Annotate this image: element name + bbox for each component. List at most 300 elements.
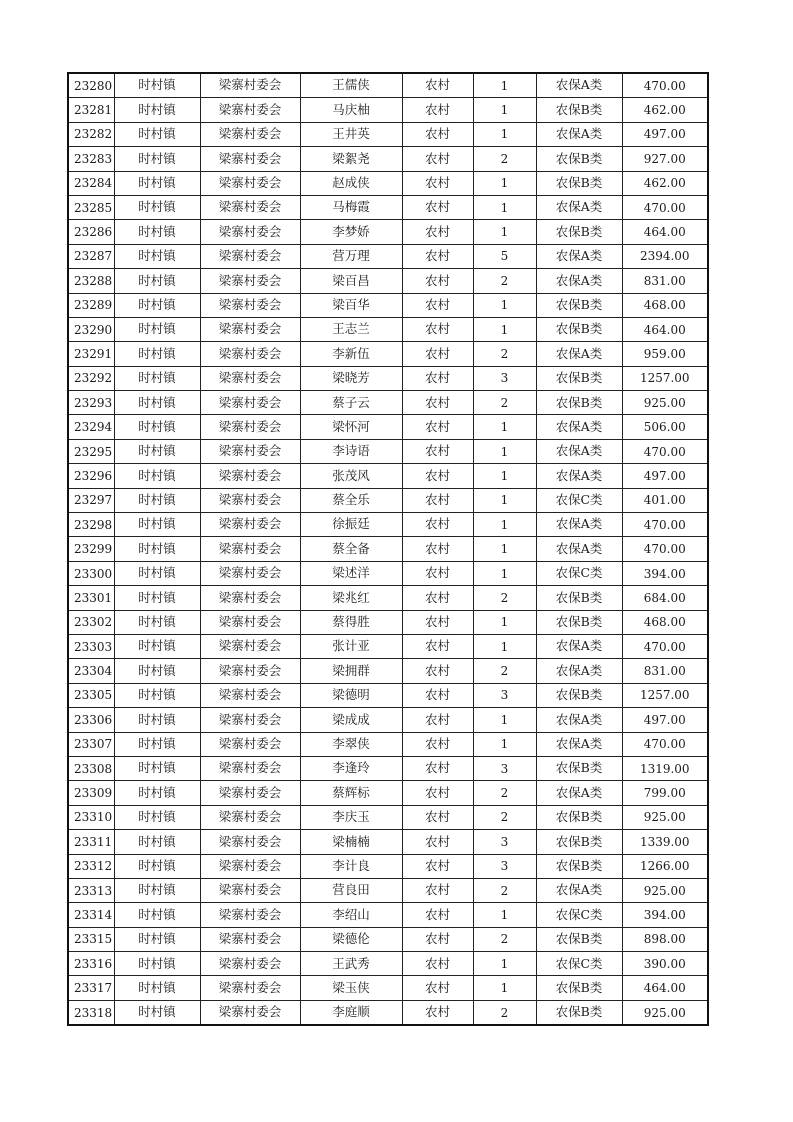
cell-id: 23280 [68, 73, 114, 98]
cell-name: 王武秀 [300, 952, 402, 976]
cell-amount: 394.00 [622, 903, 708, 927]
table-row [68, 513, 708, 537]
cell-insurance-class: 农保A类 [536, 878, 622, 902]
cell-id: 23311 [68, 830, 114, 854]
cell-members: 1 [473, 439, 536, 463]
table-row [68, 805, 708, 829]
cell-household-type: 农村 [402, 73, 473, 98]
cell-household-type: 农村 [402, 464, 473, 488]
cell-amount: 468.00 [622, 610, 708, 634]
cell-members: 3 [473, 756, 536, 780]
cell-household-type: 农村 [402, 927, 473, 951]
cell-insurance-class: 农保C类 [536, 903, 622, 927]
cell-id: 23308 [68, 756, 114, 780]
cell-amount: 468.00 [622, 293, 708, 317]
cell-insurance-class: 农保A类 [536, 73, 622, 98]
cell-members: 2 [473, 659, 536, 683]
cell-name: 王志兰 [300, 317, 402, 341]
cell-household-type: 农村 [402, 439, 473, 463]
cell-members: 2 [473, 586, 536, 610]
cell-insurance-class: 农保B类 [536, 683, 622, 707]
table-row [68, 317, 708, 341]
cell-village-committee: 梁寨村委会 [200, 488, 300, 512]
cell-household-type: 农村 [402, 488, 473, 512]
cell-town: 时村镇 [114, 976, 200, 1000]
cell-name: 蔡得胜 [300, 610, 402, 634]
cell-id: 23307 [68, 732, 114, 756]
cell-town: 时村镇 [114, 1000, 200, 1025]
cell-household-type: 农村 [402, 122, 473, 146]
cell-name: 蔡全乐 [300, 488, 402, 512]
cell-name: 梁德伦 [300, 927, 402, 951]
cell-insurance-class: 农保C类 [536, 952, 622, 976]
cell-id: 23313 [68, 878, 114, 902]
table-row [68, 488, 708, 512]
cell-insurance-class: 农保A类 [536, 634, 622, 658]
cell-household-type: 农村 [402, 732, 473, 756]
cell-household-type: 农村 [402, 293, 473, 317]
cell-members: 1 [473, 220, 536, 244]
cell-members: 1 [473, 903, 536, 927]
cell-name: 梁百华 [300, 293, 402, 317]
table-row [68, 366, 708, 390]
cell-village-committee: 梁寨村委会 [200, 269, 300, 293]
cell-id: 23298 [68, 513, 114, 537]
cell-members: 3 [473, 683, 536, 707]
cell-members: 2 [473, 147, 536, 171]
table-row [68, 171, 708, 195]
cell-members: 3 [473, 366, 536, 390]
table-row [68, 195, 708, 219]
cell-id: 23282 [68, 122, 114, 146]
cell-village-committee: 梁寨村委会 [200, 756, 300, 780]
table-row [68, 391, 708, 415]
cell-members: 1 [473, 195, 536, 219]
cell-name: 马梅霞 [300, 195, 402, 219]
cell-town: 时村镇 [114, 708, 200, 732]
cell-amount: 470.00 [622, 537, 708, 561]
cell-town: 时村镇 [114, 659, 200, 683]
cell-town: 时村镇 [114, 854, 200, 878]
cell-town: 时村镇 [114, 73, 200, 98]
cell-town: 时村镇 [114, 391, 200, 415]
cell-id: 23291 [68, 342, 114, 366]
cell-id: 23296 [68, 464, 114, 488]
cell-id: 23309 [68, 781, 114, 805]
cell-insurance-class: 农保B类 [536, 98, 622, 122]
cell-village-committee: 梁寨村委会 [200, 659, 300, 683]
cell-amount: 1266.00 [622, 854, 708, 878]
cell-household-type: 农村 [402, 391, 473, 415]
cell-id: 23310 [68, 805, 114, 829]
cell-name: 马庆柚 [300, 98, 402, 122]
cell-amount: 684.00 [622, 586, 708, 610]
cell-insurance-class: 农保A类 [536, 195, 622, 219]
table-row [68, 854, 708, 878]
table-row [68, 439, 708, 463]
cell-insurance-class: 农保A类 [536, 708, 622, 732]
cell-name: 营万理 [300, 244, 402, 268]
cell-amount: 959.00 [622, 342, 708, 366]
cell-town: 时村镇 [114, 147, 200, 171]
table-row [68, 147, 708, 171]
cell-village-committee: 梁寨村委会 [200, 98, 300, 122]
cell-insurance-class: 农保B类 [536, 293, 622, 317]
cell-household-type: 农村 [402, 147, 473, 171]
cell-amount: 1339.00 [622, 830, 708, 854]
cell-name: 王儒侠 [300, 73, 402, 98]
cell-id: 23301 [68, 586, 114, 610]
cell-id: 23281 [68, 98, 114, 122]
cell-household-type: 农村 [402, 805, 473, 829]
cell-amount: 1257.00 [622, 366, 708, 390]
cell-members: 1 [473, 513, 536, 537]
table-row [68, 415, 708, 439]
cell-household-type: 农村 [402, 952, 473, 976]
cell-village-committee: 梁寨村委会 [200, 195, 300, 219]
cell-town: 时村镇 [114, 122, 200, 146]
cell-town: 时村镇 [114, 830, 200, 854]
table-row [68, 781, 708, 805]
table-row [68, 634, 708, 658]
cell-name: 李翠侠 [300, 732, 402, 756]
table-row [68, 708, 708, 732]
cell-household-type: 农村 [402, 366, 473, 390]
cell-town: 时村镇 [114, 781, 200, 805]
table-row [68, 927, 708, 951]
cell-village-committee: 梁寨村委会 [200, 391, 300, 415]
cell-amount: 470.00 [622, 73, 708, 98]
cell-town: 时村镇 [114, 269, 200, 293]
cell-id: 23306 [68, 708, 114, 732]
cell-village-committee: 梁寨村委会 [200, 927, 300, 951]
cell-village-committee: 梁寨村委会 [200, 147, 300, 171]
cell-id: 23299 [68, 537, 114, 561]
cell-amount: 925.00 [622, 391, 708, 415]
cell-village-committee: 梁寨村委会 [200, 683, 300, 707]
table-row [68, 586, 708, 610]
cell-town: 时村镇 [114, 927, 200, 951]
cell-household-type: 农村 [402, 98, 473, 122]
cell-name: 李绍山 [300, 903, 402, 927]
cell-id: 23285 [68, 195, 114, 219]
table-row [68, 73, 708, 98]
cell-village-committee: 梁寨村委会 [200, 293, 300, 317]
cell-name: 梁拥群 [300, 659, 402, 683]
cell-name: 李梦娇 [300, 220, 402, 244]
table-row [68, 952, 708, 976]
cell-id: 23286 [68, 220, 114, 244]
cell-name: 梁楠楠 [300, 830, 402, 854]
cell-members: 3 [473, 830, 536, 854]
cell-town: 时村镇 [114, 903, 200, 927]
cell-village-committee: 梁寨村委会 [200, 878, 300, 902]
cell-amount: 390.00 [622, 952, 708, 976]
cell-town: 时村镇 [114, 220, 200, 244]
cell-insurance-class: 农保A类 [536, 415, 622, 439]
cell-village-committee: 梁寨村委会 [200, 634, 300, 658]
cell-members: 1 [473, 561, 536, 585]
cell-name: 李逢玲 [300, 756, 402, 780]
cell-household-type: 农村 [402, 220, 473, 244]
cell-household-type: 农村 [402, 317, 473, 341]
cell-village-committee: 梁寨村委会 [200, 610, 300, 634]
cell-town: 时村镇 [114, 610, 200, 634]
cell-village-committee: 梁寨村委会 [200, 952, 300, 976]
cell-village-committee: 梁寨村委会 [200, 220, 300, 244]
cell-insurance-class: 农保B类 [536, 610, 622, 634]
cell-household-type: 农村 [402, 269, 473, 293]
table-row [68, 293, 708, 317]
cell-id: 23318 [68, 1000, 114, 1025]
cell-insurance-class: 农保B类 [536, 756, 622, 780]
table-row [68, 561, 708, 585]
cell-village-committee: 梁寨村委会 [200, 244, 300, 268]
cell-town: 时村镇 [114, 586, 200, 610]
cell-members: 1 [473, 708, 536, 732]
cell-household-type: 农村 [402, 586, 473, 610]
cell-members: 2 [473, 878, 536, 902]
cell-members: 1 [473, 488, 536, 512]
cell-village-committee: 梁寨村委会 [200, 781, 300, 805]
cell-insurance-class: 农保B类 [536, 830, 622, 854]
cell-insurance-class: 农保B类 [536, 805, 622, 829]
cell-name: 蔡全备 [300, 537, 402, 561]
cell-members: 1 [473, 976, 536, 1000]
cell-household-type: 农村 [402, 976, 473, 1000]
cell-town: 时村镇 [114, 342, 200, 366]
cell-id: 23300 [68, 561, 114, 585]
cell-id: 23283 [68, 147, 114, 171]
cell-id: 23314 [68, 903, 114, 927]
cell-insurance-class: 农保B类 [536, 366, 622, 390]
cell-town: 时村镇 [114, 171, 200, 195]
cell-household-type: 农村 [402, 537, 473, 561]
table-row [68, 610, 708, 634]
cell-town: 时村镇 [114, 561, 200, 585]
cell-insurance-class: 农保B类 [536, 317, 622, 341]
cell-id: 23297 [68, 488, 114, 512]
cell-household-type: 农村 [402, 903, 473, 927]
cell-id: 23317 [68, 976, 114, 1000]
cell-household-type: 农村 [402, 830, 473, 854]
cell-name: 张茂风 [300, 464, 402, 488]
cell-insurance-class: 农保C类 [536, 488, 622, 512]
cell-insurance-class: 农保A类 [536, 513, 622, 537]
table-row [68, 756, 708, 780]
cell-name: 梁百昌 [300, 269, 402, 293]
table-row [68, 464, 708, 488]
cell-village-committee: 梁寨村委会 [200, 586, 300, 610]
cell-town: 时村镇 [114, 878, 200, 902]
cell-village-committee: 梁寨村委会 [200, 732, 300, 756]
cell-members: 2 [473, 805, 536, 829]
cell-amount: 2394.00 [622, 244, 708, 268]
cell-amount: 462.00 [622, 98, 708, 122]
cell-village-committee: 梁寨村委会 [200, 903, 300, 927]
cell-id: 23305 [68, 683, 114, 707]
cell-household-type: 农村 [402, 171, 473, 195]
cell-household-type: 农村 [402, 244, 473, 268]
cell-members: 5 [473, 244, 536, 268]
cell-insurance-class: 农保B类 [536, 147, 622, 171]
table-row [68, 732, 708, 756]
cell-insurance-class: 农保A类 [536, 269, 622, 293]
cell-insurance-class: 农保A类 [536, 732, 622, 756]
cell-insurance-class: 农保B类 [536, 171, 622, 195]
cell-name: 徐振廷 [300, 513, 402, 537]
cell-name: 李庆玉 [300, 805, 402, 829]
cell-amount: 470.00 [622, 634, 708, 658]
cell-amount: 927.00 [622, 147, 708, 171]
cell-household-type: 农村 [402, 342, 473, 366]
cell-village-committee: 梁寨村委会 [200, 317, 300, 341]
cell-id: 23292 [68, 366, 114, 390]
cell-village-committee: 梁寨村委会 [200, 171, 300, 195]
cell-amount: 470.00 [622, 439, 708, 463]
cell-town: 时村镇 [114, 513, 200, 537]
cell-household-type: 农村 [402, 610, 473, 634]
cell-amount: 799.00 [622, 781, 708, 805]
cell-name: 梁兆红 [300, 586, 402, 610]
cell-name: 梁德明 [300, 683, 402, 707]
cell-household-type: 农村 [402, 513, 473, 537]
cell-members: 2 [473, 342, 536, 366]
cell-members: 1 [473, 732, 536, 756]
cell-village-committee: 梁寨村委会 [200, 976, 300, 1000]
cell-insurance-class: 农保B类 [536, 391, 622, 415]
table-row [68, 683, 708, 707]
cell-amount: 925.00 [622, 878, 708, 902]
cell-household-type: 农村 [402, 195, 473, 219]
cell-household-type: 农村 [402, 634, 473, 658]
cell-insurance-class: 农保A类 [536, 439, 622, 463]
cell-town: 时村镇 [114, 756, 200, 780]
cell-members: 2 [473, 1000, 536, 1025]
cell-members: 1 [473, 98, 536, 122]
cell-name: 梁述洋 [300, 561, 402, 585]
cell-insurance-class: 农保A类 [536, 659, 622, 683]
cell-amount: 1319.00 [622, 756, 708, 780]
cell-insurance-class: 农保B类 [536, 854, 622, 878]
cell-household-type: 农村 [402, 708, 473, 732]
cell-name: 赵成侠 [300, 171, 402, 195]
table-row [68, 122, 708, 146]
table-row [68, 659, 708, 683]
cell-village-committee: 梁寨村委会 [200, 805, 300, 829]
cell-village-committee: 梁寨村委会 [200, 854, 300, 878]
cell-members: 1 [473, 73, 536, 98]
cell-id: 23304 [68, 659, 114, 683]
cell-amount: 925.00 [622, 805, 708, 829]
cell-name: 梁玉侠 [300, 976, 402, 1000]
cell-id: 23302 [68, 610, 114, 634]
cell-members: 1 [473, 171, 536, 195]
cell-amount: 462.00 [622, 171, 708, 195]
cell-amount: 898.00 [622, 927, 708, 951]
cell-town: 时村镇 [114, 805, 200, 829]
cell-members: 1 [473, 293, 536, 317]
cell-members: 1 [473, 952, 536, 976]
cell-insurance-class: 农保B类 [536, 586, 622, 610]
cell-village-committee: 梁寨村委会 [200, 122, 300, 146]
cell-id: 23293 [68, 391, 114, 415]
cell-insurance-class: 农保B类 [536, 927, 622, 951]
table-row [68, 903, 708, 927]
cell-town: 时村镇 [114, 244, 200, 268]
cell-members: 1 [473, 122, 536, 146]
table-row [68, 342, 708, 366]
cell-village-committee: 梁寨村委会 [200, 830, 300, 854]
cell-village-committee: 梁寨村委会 [200, 537, 300, 561]
table-row [68, 220, 708, 244]
cell-amount: 394.00 [622, 561, 708, 585]
cell-village-committee: 梁寨村委会 [200, 73, 300, 98]
cell-insurance-class: 农保A类 [536, 122, 622, 146]
cell-amount: 464.00 [622, 317, 708, 341]
cell-village-committee: 梁寨村委会 [200, 708, 300, 732]
cell-name: 李诗语 [300, 439, 402, 463]
cell-household-type: 农村 [402, 878, 473, 902]
cell-household-type: 农村 [402, 781, 473, 805]
cell-id: 23294 [68, 415, 114, 439]
cell-town: 时村镇 [114, 683, 200, 707]
cell-id: 23284 [68, 171, 114, 195]
cell-town: 时村镇 [114, 464, 200, 488]
table-row [68, 878, 708, 902]
cell-members: 1 [473, 464, 536, 488]
cell-members: 2 [473, 927, 536, 951]
cell-town: 时村镇 [114, 366, 200, 390]
cell-town: 时村镇 [114, 537, 200, 561]
cell-members: 2 [473, 391, 536, 415]
cell-town: 时村镇 [114, 195, 200, 219]
table-body [68, 73, 708, 1025]
cell-members: 2 [473, 781, 536, 805]
cell-amount: 497.00 [622, 708, 708, 732]
cell-village-committee: 梁寨村委会 [200, 366, 300, 390]
cell-name: 梁怀河 [300, 415, 402, 439]
table-row [68, 976, 708, 1000]
cell-town: 时村镇 [114, 952, 200, 976]
cell-amount: 497.00 [622, 122, 708, 146]
table-row [68, 98, 708, 122]
cell-amount: 470.00 [622, 732, 708, 756]
cell-name: 李新伍 [300, 342, 402, 366]
cell-town: 时村镇 [114, 439, 200, 463]
table-row [68, 269, 708, 293]
cell-id: 23287 [68, 244, 114, 268]
cell-amount: 464.00 [622, 976, 708, 1000]
cell-id: 23315 [68, 927, 114, 951]
cell-household-type: 农村 [402, 756, 473, 780]
cell-name: 李计良 [300, 854, 402, 878]
cell-name: 张计亚 [300, 634, 402, 658]
cell-insurance-class: 农保C类 [536, 561, 622, 585]
cell-household-type: 农村 [402, 1000, 473, 1025]
cell-village-committee: 梁寨村委会 [200, 464, 300, 488]
cell-name: 梁晓芳 [300, 366, 402, 390]
cell-amount: 1257.00 [622, 683, 708, 707]
cell-insurance-class: 农保B类 [536, 1000, 622, 1025]
cell-members: 1 [473, 634, 536, 658]
table-row [68, 537, 708, 561]
cell-name: 蔡辉标 [300, 781, 402, 805]
cell-village-committee: 梁寨村委会 [200, 1000, 300, 1025]
cell-household-type: 农村 [402, 561, 473, 585]
table-row [68, 1000, 708, 1025]
cell-name: 营良田 [300, 878, 402, 902]
